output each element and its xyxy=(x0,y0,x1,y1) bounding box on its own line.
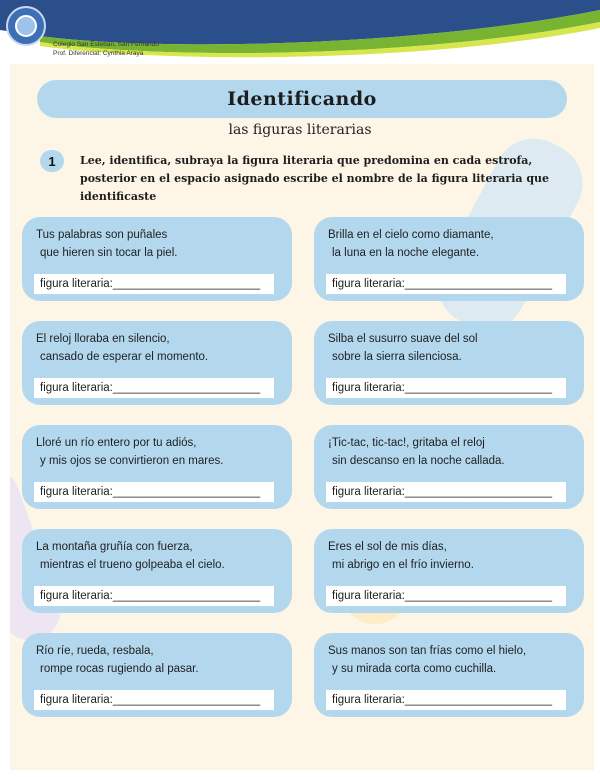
answer-field[interactable]: figura literaria:_______________________ xyxy=(326,690,566,710)
verse-line-1: Eres el sol de mis días, xyxy=(328,541,447,553)
answer-field[interactable]: figura literaria:_______________________ xyxy=(34,482,274,502)
page-subtitle: las figuras literarias xyxy=(228,122,372,138)
verse-line-1: El reloj lloraba en silencio, xyxy=(36,333,170,345)
verse-card xyxy=(22,321,292,405)
verse-card xyxy=(314,217,584,301)
verse-line-2: rompe rocas rugiendo al pasar. xyxy=(40,663,199,675)
answer-field[interactable]: figura literaria:_______________________ xyxy=(326,274,566,294)
activity-instructions: Lee, identifica, subraya la figura literaria que predomina en cada estrofa, posterior en el espacio asignado escribe el nombre de la figura literaria que identificaste xyxy=(80,154,550,203)
verse-line-2: y mis ojos se convirtieron en mares. xyxy=(40,455,224,467)
verse-line-1: Silba el susurro suave del sol xyxy=(328,333,478,345)
answer-field[interactable]: figura literaria:_______________________ xyxy=(326,586,566,606)
verse-line-2: mi abrigo en el frío invierno. xyxy=(332,559,474,571)
verse-line-1: Lloré un río entero por tu adiós, xyxy=(36,437,197,449)
verse-card xyxy=(22,425,292,509)
verse-line-2: sobre la sierra silenciosa. xyxy=(332,351,462,363)
verse-card xyxy=(314,529,584,613)
page-title: Identificando xyxy=(227,88,377,110)
verse-card xyxy=(22,217,292,301)
verse-line-1: Brilla en el cielo como diamante, xyxy=(328,229,494,241)
verse-line-2: que hieren sin tocar la piel. xyxy=(40,247,178,259)
verse-line-2: sin descanso en la noche callada. xyxy=(332,455,505,467)
title-banner xyxy=(37,80,567,118)
school-logo xyxy=(6,6,46,46)
school-name: Colegio San Esteban, San Fernando xyxy=(53,41,159,48)
answer-field[interactable]: figura literaria:_______________________ xyxy=(34,690,274,710)
answer-field[interactable]: figura literaria:_______________________ xyxy=(34,274,274,294)
verse-line-1: ¡Tic-tac, tic-tac!, gritaba el reloj xyxy=(328,437,485,449)
verse-line-2: y su mirada corta como cuchilla. xyxy=(332,663,497,675)
school-info xyxy=(53,40,159,58)
verse-card xyxy=(314,425,584,509)
verse-line-2: cansado de esperar el momento. xyxy=(40,351,209,363)
verse-line-2: mientras el trueno golpeaba el cielo. xyxy=(40,559,225,571)
answer-field[interactable]: figura literaria:_______________________ xyxy=(326,482,566,502)
activity-number: 1 xyxy=(40,150,64,172)
verse-line-2: la luna en la noche elegante. xyxy=(332,247,480,259)
verse-card xyxy=(22,529,292,613)
answer-field[interactable]: figura literaria:_______________________ xyxy=(34,378,274,398)
verse-line-1: La montaña gruñía con fuerza, xyxy=(36,541,193,553)
verse-card xyxy=(22,633,292,717)
answer-field[interactable]: figura literaria:_______________________ xyxy=(34,586,274,606)
verse-line-1: Sus manos son tan frías como el hielo, xyxy=(328,645,527,657)
answer-field[interactable]: figura literaria:_______________________ xyxy=(326,378,566,398)
verse-line-1: Río ríe, rueda, resbala, xyxy=(36,645,154,657)
verse-card xyxy=(314,321,584,405)
verse-line-1: Tus palabras son puñales xyxy=(36,229,168,241)
verse-card xyxy=(314,633,584,717)
teacher-name: Prof. Diferencial: Cynthia Araya xyxy=(53,50,144,57)
